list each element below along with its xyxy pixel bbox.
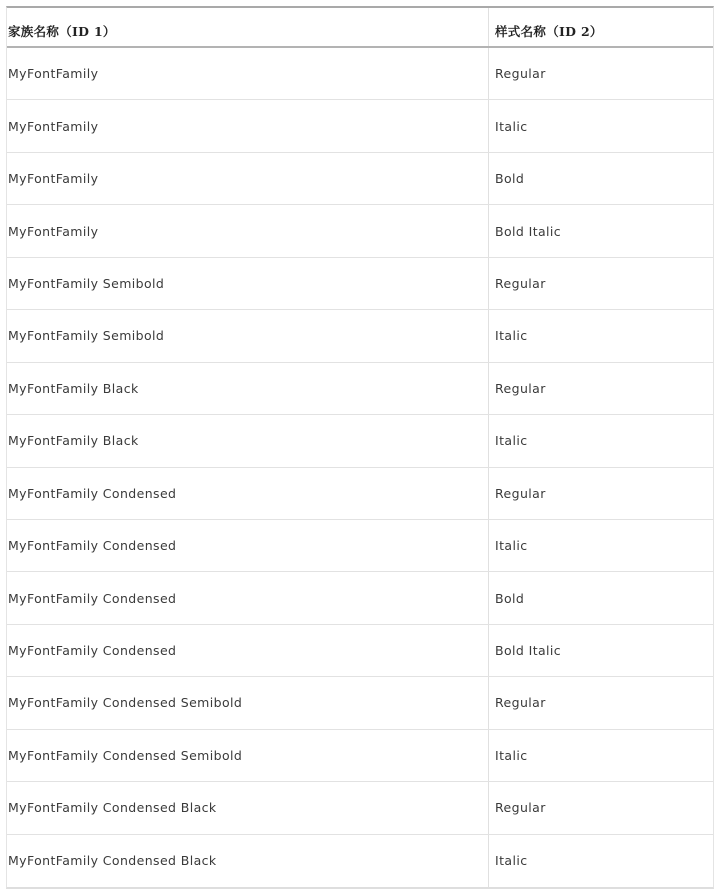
- family-name-text: MyFontFamily Black: [8, 433, 139, 449]
- style-name-text: Bold: [495, 171, 525, 187]
- style-name-cell: [489, 100, 713, 151]
- family-name-cell: [7, 205, 489, 256]
- table-row: [7, 310, 713, 362]
- table-row: [7, 572, 713, 624]
- family-name-text: MyFontFamily: [8, 66, 99, 82]
- table-row: [7, 363, 713, 415]
- family-name-text: MyFontFamily: [8, 223, 99, 239]
- table-row: [7, 730, 713, 782]
- family-name-text: MyFontFamily Semibold: [8, 328, 165, 344]
- style-name-cell: [489, 835, 713, 887]
- table-row: [7, 677, 713, 729]
- style-name-text: Italic: [495, 538, 528, 554]
- table-row: [7, 153, 713, 205]
- style-name-text: Bold Italic: [495, 643, 562, 659]
- style-name-text: Regular: [495, 695, 546, 711]
- family-name-cell: [7, 572, 489, 623]
- family-name-cell: [7, 677, 489, 728]
- column-header-family-name-label: 家族名称（ID 1）: [8, 24, 116, 39]
- family-name-text: MyFontFamily Condensed Semibold: [8, 747, 243, 763]
- style-name-text: Italic: [495, 747, 528, 763]
- style-name-cell: [489, 258, 713, 309]
- family-name-cell: [7, 468, 489, 519]
- style-name-cell: [489, 625, 713, 676]
- family-name-cell: [7, 363, 489, 414]
- style-name-cell: [489, 677, 713, 728]
- style-name-cell: [489, 520, 713, 571]
- family-name-cell: [7, 415, 489, 466]
- family-name-text: MyFontFamily Condensed: [8, 538, 177, 554]
- table-row: [7, 468, 713, 520]
- table-row: [7, 520, 713, 572]
- style-name-cell: [489, 782, 713, 833]
- style-name-cell: [489, 48, 713, 99]
- style-name-text: Regular: [495, 485, 546, 501]
- table-row: [7, 415, 713, 467]
- family-name-text: MyFontFamily Condensed Black: [8, 853, 217, 869]
- table-row: [7, 782, 713, 834]
- column-header-style-name: [489, 8, 713, 46]
- family-name-cell: [7, 520, 489, 571]
- family-name-cell: [7, 100, 489, 151]
- family-name-cell: [7, 48, 489, 99]
- family-name-text: MyFontFamily Condensed: [8, 643, 177, 659]
- table-row: [7, 48, 713, 100]
- family-name-cell: [7, 310, 489, 361]
- family-name-text: MyFontFamily Condensed: [8, 485, 177, 501]
- table-header-row: [7, 8, 713, 48]
- style-name-text: Regular: [495, 380, 546, 396]
- table-row: [7, 835, 713, 887]
- family-name-cell: [7, 153, 489, 204]
- family-name-cell: [7, 730, 489, 781]
- table-row: [7, 205, 713, 257]
- style-name-cell: [489, 415, 713, 466]
- family-name-cell: [7, 258, 489, 309]
- family-name-cell: [7, 625, 489, 676]
- style-name-cell: [489, 363, 713, 414]
- style-name-text: Italic: [495, 328, 528, 344]
- family-name-text: MyFontFamily Condensed Semibold: [8, 695, 243, 711]
- table-row: [7, 258, 713, 310]
- family-name-text: MyFontFamily Condensed: [8, 590, 177, 606]
- family-name-text: MyFontFamily: [8, 118, 99, 134]
- family-name-text: MyFontFamily Black: [8, 380, 139, 396]
- style-name-cell: [489, 468, 713, 519]
- style-name-cell: [489, 205, 713, 256]
- family-name-cell: [7, 782, 489, 833]
- column-header-style-name-label: 样式名称（ID 2）: [495, 24, 603, 39]
- style-name-text: Regular: [495, 800, 546, 816]
- style-name-text: Italic: [495, 853, 528, 869]
- table-row: [7, 100, 713, 152]
- style-name-text: Italic: [495, 433, 528, 449]
- column-header-family-name: [7, 8, 489, 46]
- style-name-cell: [489, 310, 713, 361]
- family-name-cell: [7, 835, 489, 887]
- style-name-text: Italic: [495, 118, 528, 134]
- style-name-text: Bold Italic: [495, 223, 562, 239]
- style-name-text: Bold: [495, 590, 525, 606]
- style-name-cell: [489, 153, 713, 204]
- family-name-text: MyFontFamily Semibold: [8, 275, 165, 291]
- style-name-text: Regular: [495, 275, 546, 291]
- font-naming-table: [6, 6, 714, 889]
- family-name-text: MyFontFamily Condensed Black: [8, 800, 217, 816]
- table-row: [7, 625, 713, 677]
- style-name-cell: [489, 572, 713, 623]
- family-name-text: MyFontFamily: [8, 171, 99, 187]
- table-body: [7, 48, 713, 887]
- style-name-text: Regular: [495, 66, 546, 82]
- style-name-cell: [489, 730, 713, 781]
